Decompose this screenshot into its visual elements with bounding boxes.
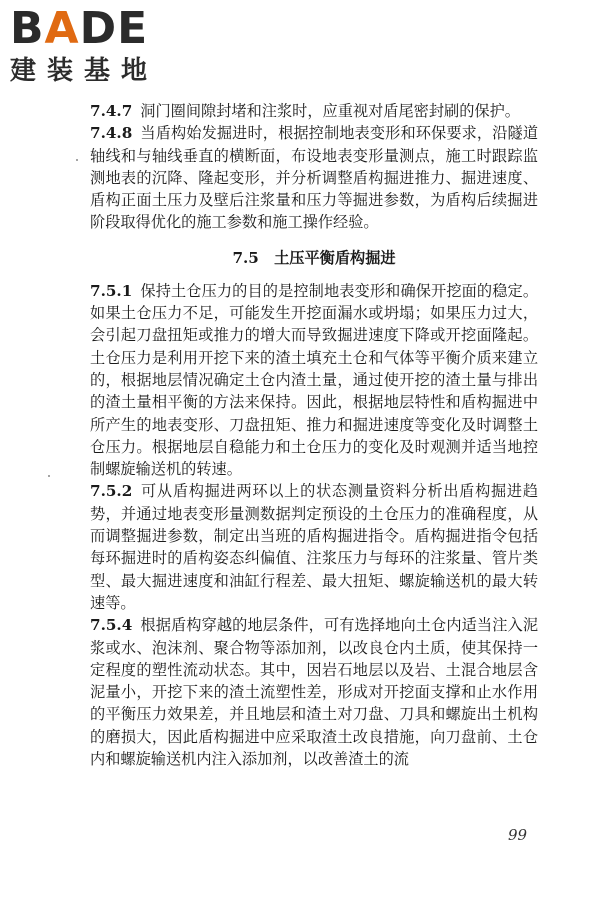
clause-text: 保持土仓压力的目的是控制地表变形和确保开挖面的稳定。如果土仓压力不足，可能发生开挖面漏水或坍塌；如果压力过大，会引起刀盘扭矩或推力的增大而导致掘进速度下降或开挖面隆起。土仓压力是利用开挖下来的渣土填充土仓和气体等平衡介质来建立的，根据地层情况确定土仓内渣土量，通过使开挖的渣土量与排出的渣土量相平衡的方法来保持。因此，根据地层特性和盾构掘进中所产生的地表变形、刀盘扭矩、推力和掘进速度等变化及时调整土仓压力。根据地层自稳能力和土仓压力的变化及时观测并适当地控制螺旋输送机的转速。 <box>90 281 538 479</box>
clause-number: 7.5.2 <box>90 482 133 501</box>
logo-subtitle: 建装基地 <box>10 56 159 86</box>
section-heading <box>90 246 538 270</box>
clause-number: 7.4.8 <box>90 124 133 143</box>
page-number: 99 <box>508 826 528 844</box>
logo-wordmark <box>10 3 180 54</box>
logo-letter-a: A <box>44 3 80 54</box>
logo-letters-de: DE <box>79 3 149 54</box>
section-number: 7.5 <box>232 248 259 267</box>
clause-number: 7.5.4 <box>90 616 133 635</box>
clause-7-5-2 <box>90 480 538 614</box>
section-title: 土压平衡盾构掘进 <box>274 248 396 267</box>
clause-7-4-7 <box>90 100 538 122</box>
clause-7-5-4 <box>90 614 538 770</box>
clause-7-5-1 <box>90 280 538 481</box>
scan-speck <box>48 475 50 477</box>
clause-number: 7.5.1 <box>90 281 133 300</box>
logo-letter-b: B <box>10 3 45 54</box>
document-body <box>90 100 538 770</box>
clause-text: 当盾构始发掘进时，根据控制地表变形和环保要求，沿隧道轴线和与轴线垂直的横断面，布设地表变形量测点，施工时跟踪监测地表的沉降、隆起变形，并分析调整盾构掘进推力、掘进速度、盾构正面土压力及壁后注浆量和压力等掘进参数，为盾构后续掘进阶段取得优化的施工参数和施工操作经验。 <box>90 124 538 232</box>
clause-text: 洞门圈间隙封堵和注浆时，应重视对盾尾密封刷的保护。 <box>140 102 520 120</box>
clause-text: 根据盾构穿越的地层条件，可有选择地向土仓内适当注入泥浆或水、泡沫剂、聚合物等添加剂，以改良仓内土质，使其保持一定程度的塑性流动状态。其中，因岩石地层以及岩、土混合地层含泥量小，开挖下来的渣土流塑性差，形成对开挖面支撑和止水作用的平衡压力效果差，并且地层和渣土对刀盘、刀具和螺旋出土机构的磨损大，因此盾构掘进中应采取渣土改良措施，向刀盘前、土仓内和螺旋输送机内注入添加剂，以改善渣土的流 <box>90 616 538 769</box>
clause-7-4-8 <box>90 122 538 233</box>
clause-text: 可从盾构掘进两环以上的状态测量资料分析出盾构掘进趋势，并通过地表变形量测数据判定预设的土仓压力的准确程度，从而调整掘进参数，制定出当班的盾构掘进指令。盾构掘进指令包括每环掘进时的盾构姿态纠偏值、注浆压力与每环的注浆量、管片类型、最大掘进速度和油缸行程差、最大扭矩、螺旋输送机的最大转速等。 <box>90 482 538 612</box>
scan-speck <box>76 159 78 161</box>
brand-logo <box>10 3 180 92</box>
clause-number: 7.4.7 <box>90 102 133 120</box>
